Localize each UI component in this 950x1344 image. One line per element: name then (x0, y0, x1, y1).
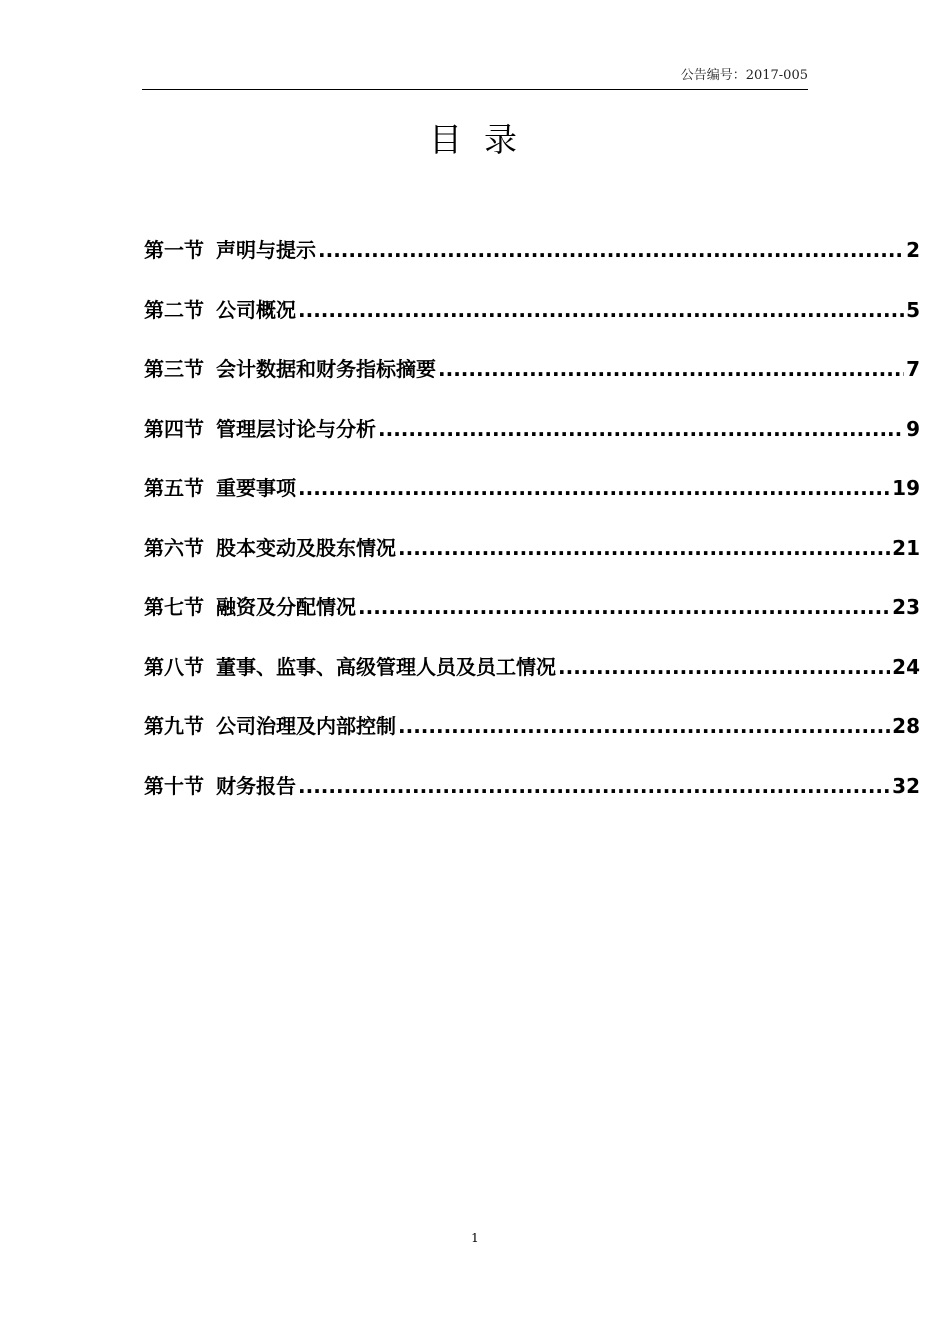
toc-section-number: 第四节 (144, 416, 204, 441)
toc-section-title: 重要事项 (216, 476, 296, 500)
table-of-contents (144, 230, 920, 825)
toc-entry[interactable] (144, 349, 920, 409)
toc-section-title: 声明与提示 (216, 238, 316, 262)
toc-page-number: 24 (892, 654, 920, 679)
toc-page-number: 9 (906, 416, 920, 441)
toc-entry[interactable] (144, 647, 920, 707)
toc-page-number: 28 (892, 714, 920, 738)
toc-section-title: 公司概况 (216, 297, 296, 322)
toc-section-title: 财务报告 (216, 773, 296, 798)
toc-entry[interactable] (144, 528, 920, 588)
toc-section-title: 董事、监事、高级管理人员及员工情况 (216, 654, 556, 679)
toc-dot-leader (358, 587, 890, 627)
toc-section-title: 融资及分配情况 (216, 595, 356, 619)
toc-dot-leader (298, 290, 904, 330)
toc-section-number: 第十节 (144, 773, 204, 798)
toc-section-number: 第六节 (144, 535, 204, 560)
toc-section-number: 第三节 (144, 357, 204, 381)
toc-entry[interactable] (144, 230, 920, 290)
toc-entry[interactable] (144, 587, 920, 647)
toc-section-number: 第八节 (144, 654, 204, 679)
toc-page-number: 7 (906, 357, 920, 381)
toc-page-number: 32 (892, 773, 920, 798)
toc-section-number: 第二节 (144, 297, 204, 322)
toc-entry[interactable] (144, 409, 920, 469)
toc-section-title: 股本变动及股东情况 (216, 535, 396, 560)
toc-dot-leader (558, 647, 890, 687)
toc-entry[interactable] (144, 766, 920, 826)
toc-dot-leader (298, 468, 890, 508)
toc-page-number: 19 (892, 476, 920, 500)
toc-entry[interactable] (144, 468, 920, 528)
toc-dot-leader (298, 766, 890, 806)
toc-entry[interactable] (144, 706, 920, 766)
page-footer-number: 1 (471, 1231, 479, 1245)
page-header (142, 66, 808, 90)
toc-section-title: 管理层讨论与分析 (216, 416, 376, 441)
toc-dot-leader (398, 706, 890, 746)
toc-section-number: 第五节 (144, 476, 204, 500)
toc-section-title: 会计数据和财务指标摘要 (216, 357, 436, 381)
toc-dot-leader (438, 349, 904, 389)
toc-page-number: 23 (892, 595, 920, 619)
toc-section-title: 公司治理及内部控制 (216, 714, 396, 738)
toc-section-number: 第七节 (144, 595, 204, 619)
announcement-number: 公告编号：2017-005 (680, 68, 808, 83)
header-divider (142, 89, 808, 90)
toc-dot-leader (398, 528, 890, 568)
toc-page-number: 21 (892, 535, 920, 560)
toc-dot-leader (318, 230, 904, 270)
toc-dot-leader (378, 409, 904, 449)
toc-entry[interactable] (144, 290, 920, 350)
page-title: 目录 (429, 120, 539, 159)
toc-section-number: 第一节 (144, 238, 204, 262)
toc-page-number: 2 (906, 238, 920, 262)
toc-page-number: 5 (906, 297, 920, 322)
toc-section-number: 第九节 (144, 714, 204, 738)
